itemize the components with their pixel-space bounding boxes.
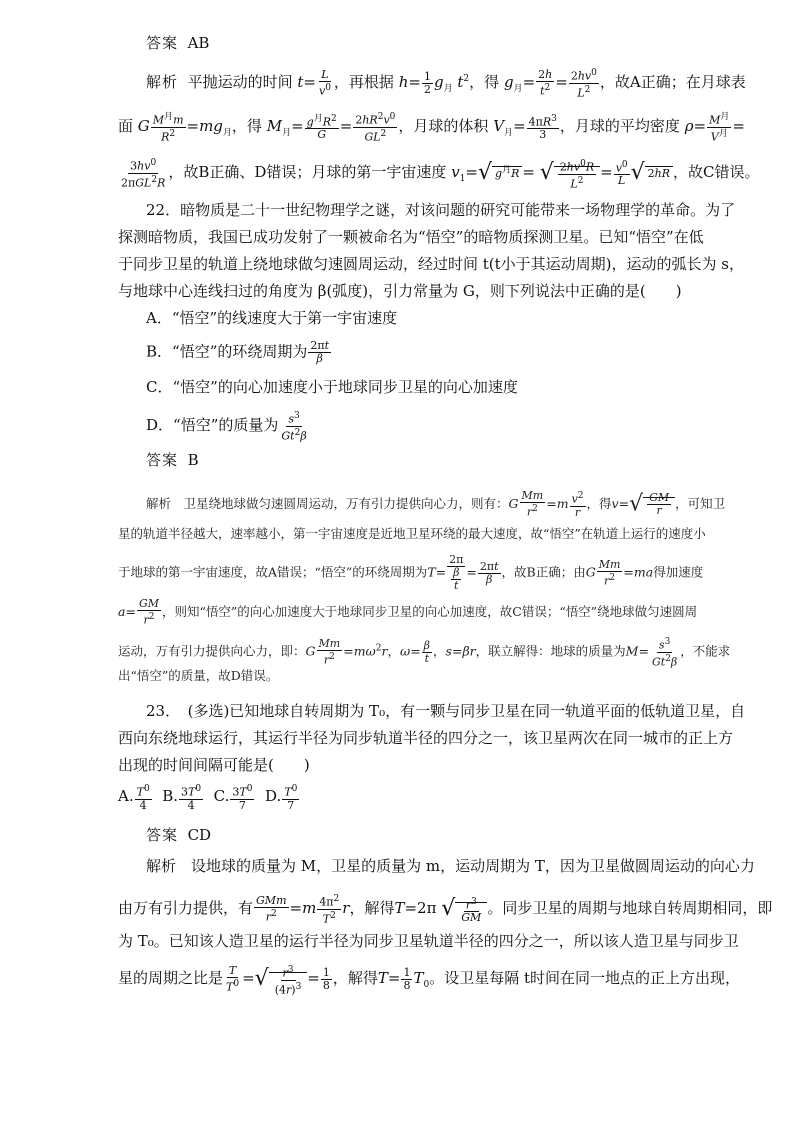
q22-stem-line-2: 探测暗物质，我国已成功发射了一颗被命名为“悟空”的暗物质探测卫星。已知“悟空”在低 (118, 228, 704, 246)
q23-answer: 答案 CD (146, 826, 212, 844)
q22-solution-line-6: 出“悟空”的质量，故D错误。 (118, 668, 279, 683)
q22-solution-line-3: 于地球的第一宇宙速度，故A错误；“悟空”的环绕周期为T= $\frac{2\pi}{\frac{\beta}{t}}$ = $\frac{2\pi t}{\beta}$ ，故B正确；由G $\frac{Mm}{r^2}$ =ma得加速度 (118, 553, 704, 592)
q21-answer: 答案 AB (146, 34, 210, 52)
q23-stem-line-2: 西向东绕地球运行，其运行半径为同步轨道半径的四分之一，该卫星两次在同一城市的正上方 (118, 729, 734, 747)
q22-option-c: C．“悟空”的向心加速度小于地球同步卫星的向心加速度 (146, 378, 518, 396)
q23-stem-line-1: 23． (多选)已知地球自转周期为 T₀，有一颗与同步卫星在同一轨道平面的低轨道卫星，自 (146, 702, 746, 720)
q23-stem-line-3: 出现的时间间隔可能是( ) (118, 756, 310, 774)
q23-solution-line-2: 由万有引力提供，有 $\frac{\text{GMm}}{r^2}$ =m $\frac{4\pi^2}{T^2}$ r，解得T=2π √ $\frac{r^3}{GM}$ 。同步卫星的周期与地球自转周期相同，即 (118, 893, 773, 926)
q23-solution-line-4: 星的周期之比是 $\frac{T}{T^0}$ =√ $\frac{r^3}{(4r)^3}$ = $\frac{1}{8}$ ，解得T= $\frac{1}{8}$ $T_0$。设卫星每隔 t时间在同一地点的正上方出现， (118, 963, 741, 997)
formula-fraction: $\frac{L}{v^0}$ (318, 67, 331, 98)
q23-option-d: D. $\frac{T^0}{7}$ (265, 784, 298, 812)
q23-option-c: C. $\frac{3T^0}{7}$ (213, 784, 253, 812)
q22-solution-line-4: a= $\frac{GM}{r^2}$ ，则知“悟空”的向心加速度大于地球同步卫星的向心加速度，故C错误；“悟空”绕地球做匀速圆周 (118, 597, 698, 627)
q23-solution-line-3: 为 T₀。已知该人造卫星的运行半径为同步卫星轨道半径的四分之一，所以该人造卫星与同步卫 (118, 932, 739, 950)
q23-option-b: B. $\frac{3T^0}{4}$ (162, 784, 202, 812)
q23-solution-line-1: 解析 设地球的质量为 M，卫星的质量为 m，运动周期为 T，因为卫星做圆周运动的向心力 (146, 857, 755, 875)
q22-option-a: A．“悟空”的线速度大于第一宇宙速度 (146, 309, 398, 327)
q21-solution-line-1: 解析 平抛运动的时间 t= $\frac{L}{v^0}$ ，再根据 h= $\frac{1}{2}$ $g_月$ $t^2$，得 $g_月=$ $\frac{2h}{t^2}$ = $\frac{2hv^0}{L^2}$ ，故A正确；在月球表 (146, 67, 746, 100)
q22-stem-line-1: 22．暗物质是二十一世纪物理学之谜，对该问题的研究可能带来一场物理学的革命。为了 (146, 201, 736, 219)
q22-solution-line-1: 解析 卫星绕地球做匀速圆周运动，万有引力提供向心力，则有：G $\frac{Mm}{r^2}$ =m $\frac{v^2}{r}$ ，得v=√ $\frac{GM}{r}$ ，可知卫 (146, 489, 726, 519)
q21-solution-line-3: $\frac{3hv^0}{2\pi GL^2R}$ ，故B正确、D错误；月球的第一宇宙速度 $v_1=√$ $g^月R$ = √ $\frac{2hv^0R}{L^2}$ = $\frac{v^0}{L}$ √ 2hR ，故C错误。 (121, 158, 760, 191)
q22-option-d: D．“悟空”的质量为 $\frac{s^3}{Gt^2\beta}$ (146, 411, 307, 443)
q23-option-a: A. $\frac{T^0}{4}$ (118, 784, 150, 812)
q22-stem-line-3: 于同步卫星的轨道上绕地球做匀速圆周运动，经过时间 t(t小于其运动周期)，运动的弧长为 s， (118, 255, 744, 273)
q22-solution-line-5: 运动，万有引力提供向心力，即：G $\frac{Mm}{r^2}$ $=m\omega^2r$，ω= $\frac{\beta}{t}$ ，s=βr，联立解得：地球的质量为M= $\frac{s^3}{Gt^2\beta}$ ，不能求 (118, 636, 731, 669)
q21-solution-line-2: 面 G $\frac{M^月m}{R^2}$ $=mg_月$，得 $M_月=$ $\frac{g^月R^2}{G}$ = $\frac{2hR^2v^0}{GL^2}$ ，月球的体积 $V_月=$ $\frac{4\pi R^3}{3}$ ，月球的平均密度 ρ= $\frac{M^月}{V^月}$ = (118, 112, 745, 144)
q22-answer: 答案 B (146, 451, 199, 469)
q23-options (118, 783, 300, 812)
q22-stem-line-4: 与地球中心连线扫过的角度为 β(弧度)，引力常量为 G，则下列说法中正确的是( ) (118, 282, 682, 300)
q22-option-b: B．“悟空”的环绕周期为 $\frac{2\pi t}{\beta}$ (146, 339, 330, 365)
q22-solution-line-2: 星的轨道半径越大，速率越小，第一宇宙速度是近地卫星环绕的最大速度，故“悟空”在轨道上运行的速度小 (118, 526, 706, 541)
